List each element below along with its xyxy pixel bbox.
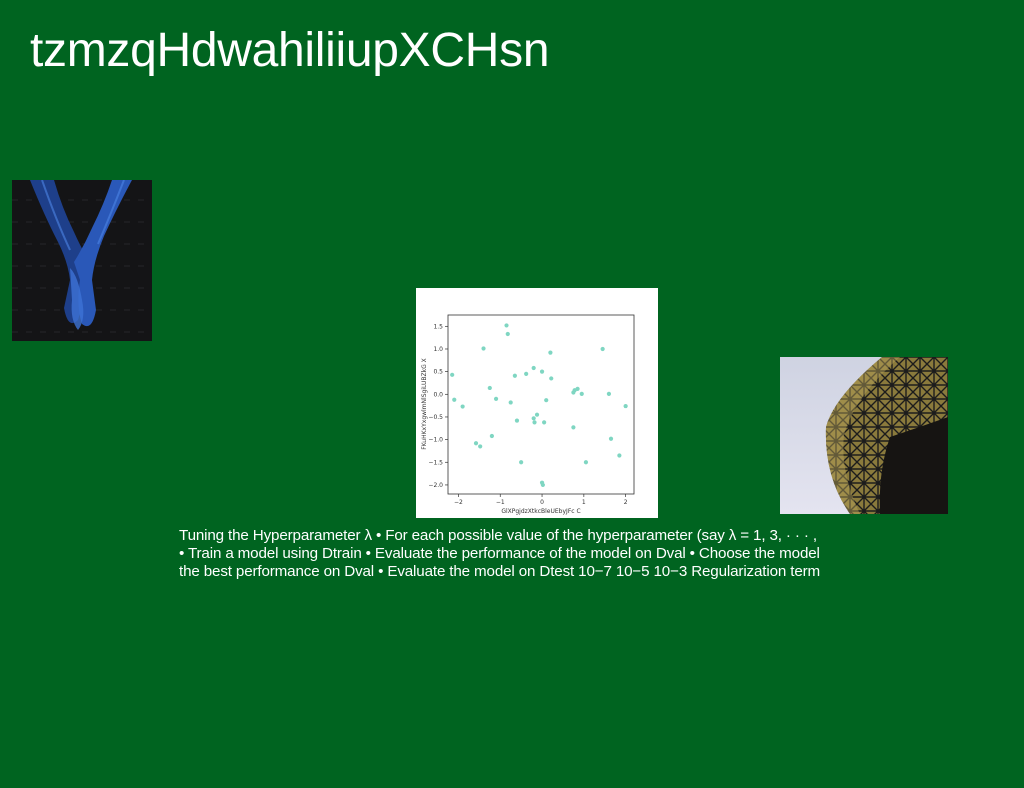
body-text [179,527,879,581]
y-tick-label: 0.0 [433,391,443,399]
scatter-point [580,392,584,396]
body-line: Tuning the Hyperparameter λ • For each possible value of the hyperparameter (say λ = 1, 3, · · · , [179,527,817,544]
scatter-point [548,351,552,355]
scatter-point [573,388,577,392]
scatter-point [513,374,517,378]
scatter-point [532,366,536,370]
scatter-point [607,392,611,396]
scatter-point [481,346,485,350]
x-tick-label: −1 [495,499,505,506]
y-tick-label: −1.0 [428,436,443,444]
hands-photo-icon [12,180,152,341]
scatter-point [624,404,628,408]
scatter-point [544,398,548,402]
y-tick-label: 0.5 [433,368,443,376]
scatter-chart [416,288,658,518]
scatter-point [509,400,513,404]
scatter-point [450,373,454,377]
scatter-point [515,418,519,422]
scatter-chart-svg [416,288,658,518]
scatter-point [494,397,498,401]
scatter-point [474,441,478,445]
scatter-point [506,332,510,336]
scatter-point [571,425,575,429]
scatter-point [488,386,492,390]
y-tick-label: −2.0 [428,481,443,489]
scatter-point [601,347,605,351]
scatter-point [542,420,546,424]
x-tick-label: 2 [623,499,628,506]
scatter-point [549,376,553,380]
slide-title: tzmzqHdwahiliiupXCHsn [30,24,550,77]
scatter-point [535,413,539,417]
scatter-point [504,323,508,327]
scatter-point [452,398,456,402]
scatter-point [540,370,544,374]
scatter-point [524,372,528,376]
hands-photo [12,180,152,341]
scatter-point [609,437,613,441]
scatter-point [532,420,536,424]
scatter-point [461,404,465,408]
scatter-point [617,453,621,457]
y-tick-label: 1.5 [433,323,443,331]
scatter-point [541,483,545,487]
building-photo-icon [780,357,948,514]
scatter-point [584,460,588,464]
building-photo [780,357,948,514]
scatter-point [519,460,523,464]
x-tick-label: 0 [540,499,544,506]
x-axis-label: GlXPgjdzXtkcBleUEbyJFc C [501,508,581,515]
plot-area [448,315,634,494]
scatter-point [490,434,494,438]
body-line: • Train a model using Dtrain • Evaluate the performance of the model on Dval • Choose the model [179,545,820,562]
scatter-point [532,416,536,420]
x-tick-label: 1 [581,499,586,506]
x-tick-label: −2 [454,499,463,506]
y-tick-label: 1.0 [433,345,443,353]
scatter-point [478,444,482,448]
y-tick-label: −1.5 [428,459,443,467]
y-tick-label: −0.5 [428,413,443,421]
y-axis-label: FKuHKxYxgwlmNlSgiLUBZkG X [421,358,428,450]
body-line: the best performance on Dval • Evaluate the model on Dtest 10−7 10−5 10−3 Regularization term [179,563,821,580]
